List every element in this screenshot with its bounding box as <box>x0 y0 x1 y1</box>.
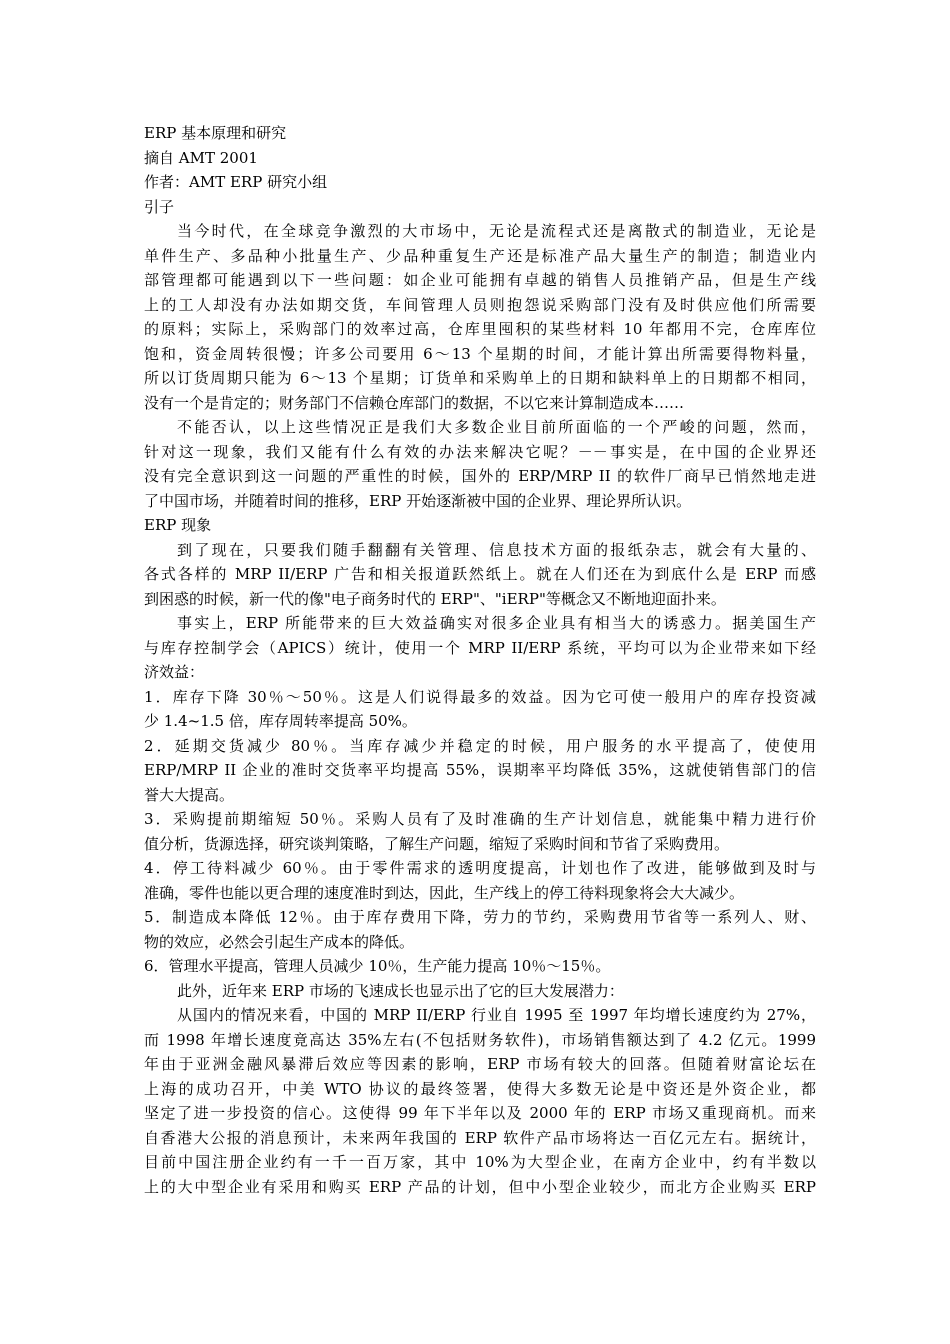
text-line: 坚定了进一步投资的信心。这使得 99 年下半年以及 2000 年的 ERP 市场又重现商机。而来 <box>144 1104 816 1122</box>
text-line: 6．管理水平提高，管理人员减少 10％，生产能力提高 10％～15％。 <box>144 957 611 975</box>
list-item <box>144 734 816 808</box>
list-item <box>144 807 816 856</box>
text-line: 上海的成功召开，中美 WTO 协议的最终签署，使得大多数无论是中资还是外资企业，都 <box>144 1079 816 1098</box>
text-line: 当今时代，在全球竞争激烈的大市场中，无论是流程式还是离散式的制造业，无论是 <box>177 222 816 240</box>
text-line: 没有完全意识到这一问题的严重性的时候，国外的 ERP/MRP II 的软件厂商早已悄然地走进 <box>144 467 816 485</box>
text-line: 与库存控制学会（APICS）统计，使用一个 MRP II/ERP 系统，平均可以为企业带来如下经 <box>144 638 816 657</box>
text-line: 了中国市场，并随着时间的推移，ERP 开始逐渐被中国的企业界、理论界所认识。 <box>144 491 692 510</box>
list-item <box>144 905 816 954</box>
document-author: 作者：AMT ERP 研究小组 <box>144 173 328 191</box>
text-line: 年由于亚洲金融风暴滞后效应等因素的影响，ERP 市场有较大的回落。但随着财富论坛在 <box>144 1055 816 1073</box>
paragraph-phenomenon-1 <box>144 538 816 612</box>
text-line: 4．停工待料减少 60％。由于零件需求的透明度提高，计划也作了改进，能够做到及时与 <box>144 859 816 877</box>
text-line: 准确，零件也能以更合理的速度准时到达，因此，生产线上的停工待料现象将会大大减少。 <box>144 883 745 902</box>
text-line: 值分析，货源选择，研究谈判策略，了解生产问题，缩短了采购时间和节省了采购费用。 <box>144 834 730 853</box>
text-line: 的原料；实际上，采购部门的效率过高，仓库里囤积的某些材料 10 年都用不完，仓库库位 <box>144 320 816 338</box>
list-item <box>144 685 816 734</box>
paragraph-intro-2 <box>144 415 816 513</box>
document-title: ERP 基本原理和研究 <box>144 124 287 142</box>
text-line: 单件生产、多品种小批量生产、少品种重复生产还是标准产品大量生产的制造；制造业内 <box>144 246 816 265</box>
text-line: 所以订货周期只能为 6～13 个星期；订货单和采购单上的日期和缺料单上的日期都不相同， <box>144 369 816 387</box>
text-line: 部管理都可能遇到以下一些问题：如企业可能拥有卓越的销售人员推销产品，但是生产线 <box>144 271 816 289</box>
text-line: 而 1998 年增长速度竟高达 35%左右(不包括财务软件)，市场销售额达到了 4.2 亿元。1999 <box>144 1030 816 1049</box>
paragraph-phenomenon-2 <box>144 611 816 685</box>
text-line: 事实上，ERP 所能带来的巨大效益确实对很多企业具有相当大的诱惑力。据美国生产 <box>177 614 816 632</box>
document-page <box>144 121 816 1199</box>
text-line: 1．库存下降 30％～50％。这是人们说得最多的效益。因为它可使一般用户的库存投资减 <box>144 687 816 706</box>
text-line: 自香港大公报的消息预计，未来两年我国的 ERP 软件产品市场将达一百亿元左右。据统计， <box>144 1128 816 1147</box>
text-line: 饱和，资金周转很慢；许多公司要用 6～13 个星期的时间，才能计算出所需要得物料量， <box>144 344 816 363</box>
text-line: 上的工人却没有办法如期交货，车间管理人员则抱怨说采购部门没有及时供应他们所需要 <box>144 295 816 314</box>
text-line: 5．制造成本降低 12％。由于库存费用下降，劳力的节约，采购费用节省等一系列人、财、 <box>144 908 816 926</box>
text-line: 到困惑的时候，新一代的像"电子商务时代的 ERP"、"iERP"等概念又不断地迎面扑来。 <box>144 589 726 608</box>
text-line: 誉大大提高。 <box>144 785 235 804</box>
text-line: 各式各样的 MRP II/ERP 广告和相关报道跃然纸上。就在人们还在为到底什么是 ERP 而感 <box>144 565 816 583</box>
text-line: 目前中国注册企业约有一千一百万家，其中 10%为大型企业，在南方企业中，约有半数以 <box>144 1153 816 1171</box>
section-heading-intro: 引子 <box>144 197 175 216</box>
text-line: 上的大中型企业有采用和购买 ERP 产品的计划，但中小型企业较少，而北方企业购买 ERP <box>144 1177 816 1196</box>
text-line: 2．延期交货减少 80％。当库存减少并稳定的时候，用户服务的水平提高了，使使用 <box>144 736 816 755</box>
paragraph-market <box>144 1003 816 1199</box>
text-line: 物的效应，必然会引起生产成本的降低。 <box>144 932 415 951</box>
list-item <box>144 954 816 979</box>
text-line: 针对这一现象，我们又能有什么有效的办法来解决它呢？－－事实是，在中国的企业界还 <box>144 442 816 461</box>
text-line: 不能否认，以上这些情况正是我们大多数企业目前所面临的一个严峻的问题，然而， <box>177 418 816 436</box>
benefits-list <box>144 685 816 979</box>
text-line: 济效益： <box>144 663 205 681</box>
paragraph-market-intro: 此外，近年来 ERP 市场的飞速成长也显示出了它的巨大发展潜力： <box>177 981 624 1000</box>
text-line: ERP/MRP II 企业的准时交货率平均提高 55%，误期率平均降低 35%，这就使销售部门的信 <box>144 761 816 779</box>
document-source: 摘自 AMT 2001 <box>144 148 258 167</box>
text-line: 3．采购提前期缩短 50％。采购人员有了及时准确的生产计划信息，就能集中精力进行价 <box>144 810 816 828</box>
paragraph-intro-1 <box>144 219 816 415</box>
text-line: 从国内的情况来看，中国的 MRP II/ERP 行业自 1995 至 1997 年均增长速度约为 27%， <box>177 1006 816 1024</box>
text-line: 少 1.4~1.5 倍，库存周转率提高 50%。 <box>144 712 417 730</box>
list-item <box>144 856 816 905</box>
text-line: 没有一个是肯定的；财务部门不信赖仓库部门的数据，不以它来计算制造成本…… <box>144 393 685 412</box>
text-line: 到了现在，只要我们随手翻翻有关管理、信息技术方面的报纸杂志，就会有大量的、 <box>177 540 816 559</box>
section-heading-phenomenon: ERP 现象 <box>144 516 212 534</box>
